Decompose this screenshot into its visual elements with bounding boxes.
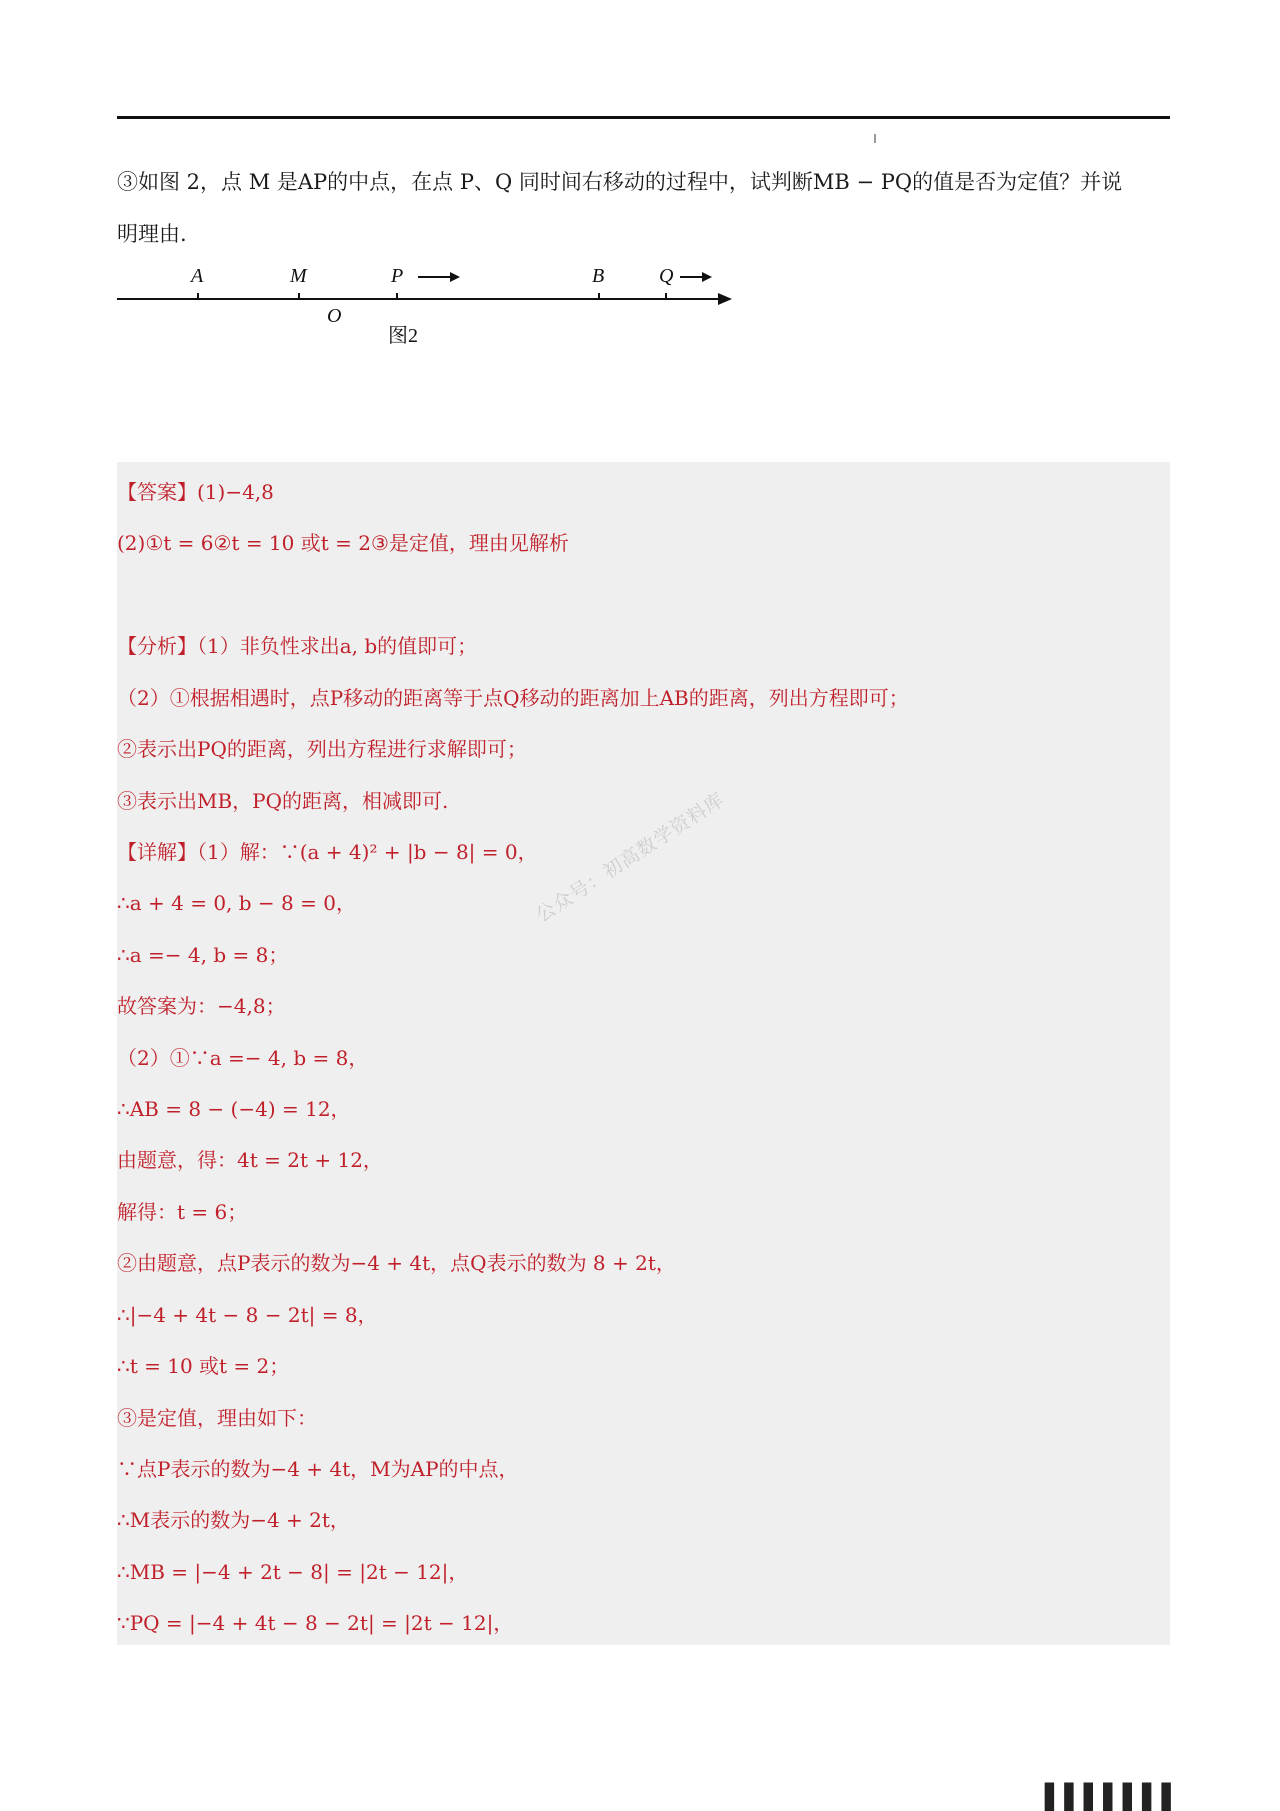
label-b: B	[592, 265, 605, 287]
watermark: 公众号：初高数学资料库	[532, 788, 729, 927]
analysis-line-3: ②表示出PQ的距离，列出方程进行求解即可；	[117, 737, 527, 761]
label-a: A	[191, 265, 204, 287]
detail-line-12: ③是定值，理由如下：	[117, 1406, 317, 1430]
detail-line-9: ②由题意，点P表示的数为−4 + 4t，点Q表示的数为 8 + 2t，	[117, 1251, 676, 1275]
answer-line-1: 【答案】(1)−4,8	[117, 480, 274, 504]
detail-line-7: 由题意，得：4t = 2t + 12，	[117, 1148, 383, 1172]
detail-line-15: ∴MB = |−4 + 2t − 8| = |2t − 12|，	[117, 1560, 469, 1584]
q-motion-arrow-head	[702, 272, 712, 282]
detail-line-10: ∴|−4 + 4t − 8 − 2t| = 8，	[117, 1303, 378, 1327]
analysis-line-2: （2）①根据相遇时，点P移动的距离等于点Q移动的距离加上AB的距离，列出方程即可；	[117, 686, 909, 710]
detail-line-13: ∵点P表示的数为−4 + 4t，M为AP的中点，	[117, 1457, 519, 1481]
detail-line-3: ∴a =− 4, b = 8；	[117, 943, 289, 967]
detail-line-11: ∴t = 10 或t = 2；	[117, 1354, 290, 1378]
label-p: P	[391, 265, 404, 287]
detail-line-2: ∴a + 4 = 0, b − 8 = 0，	[117, 891, 356, 915]
axis-arrow	[718, 293, 732, 305]
question-line-2: 明理由.	[117, 222, 187, 246]
detail-line-1: 【详解】（1）解：∵(a + 4)² + |b − 8| = 0，	[117, 840, 538, 864]
label-q: Q	[659, 265, 674, 287]
detail-line-6: ∴AB = 8 − (−4) = 12，	[117, 1097, 351, 1121]
footer-barcode-glyphs: ▌▌▌▌▌▌▌	[1045, 1783, 1182, 1811]
label-m: M	[290, 265, 307, 287]
detail-line-14: ∴M表示的数为−4 + 2t，	[117, 1508, 350, 1532]
top-rule	[117, 116, 1170, 119]
answer-line-2: (2)①t = 6②t = 10 或t = 2③是定值，理由见解析	[117, 531, 569, 555]
p-motion-arrow-head	[450, 272, 460, 282]
analysis-line-1: 【分析】（1）非负性求出a, b的值即可；	[117, 634, 478, 658]
detail-line-16: ∵PQ = |−4 + 4t − 8 − 2t| = |2t − 12|，	[117, 1611, 514, 1635]
analysis-line-4: ③表示出MB，PQ的距离，相减即可.	[117, 789, 449, 813]
question-line-1: ③如图 2，点 M 是AP的中点，在点 P、Q 同时间右移动的过程中，试判断MB − PQ的值是否为定值？并说	[117, 170, 1123, 194]
tiny-mark	[874, 134, 876, 143]
figure-caption: 图2	[388, 325, 418, 347]
figure-2-number-line	[110, 262, 750, 362]
detail-line-8: 解得：t = 6；	[117, 1200, 248, 1224]
detail-line-4: 故答案为：−4,8；	[117, 994, 286, 1018]
label-o: O	[327, 305, 342, 327]
detail-line-5: （2）①∵a =− 4, b = 8，	[117, 1046, 369, 1070]
